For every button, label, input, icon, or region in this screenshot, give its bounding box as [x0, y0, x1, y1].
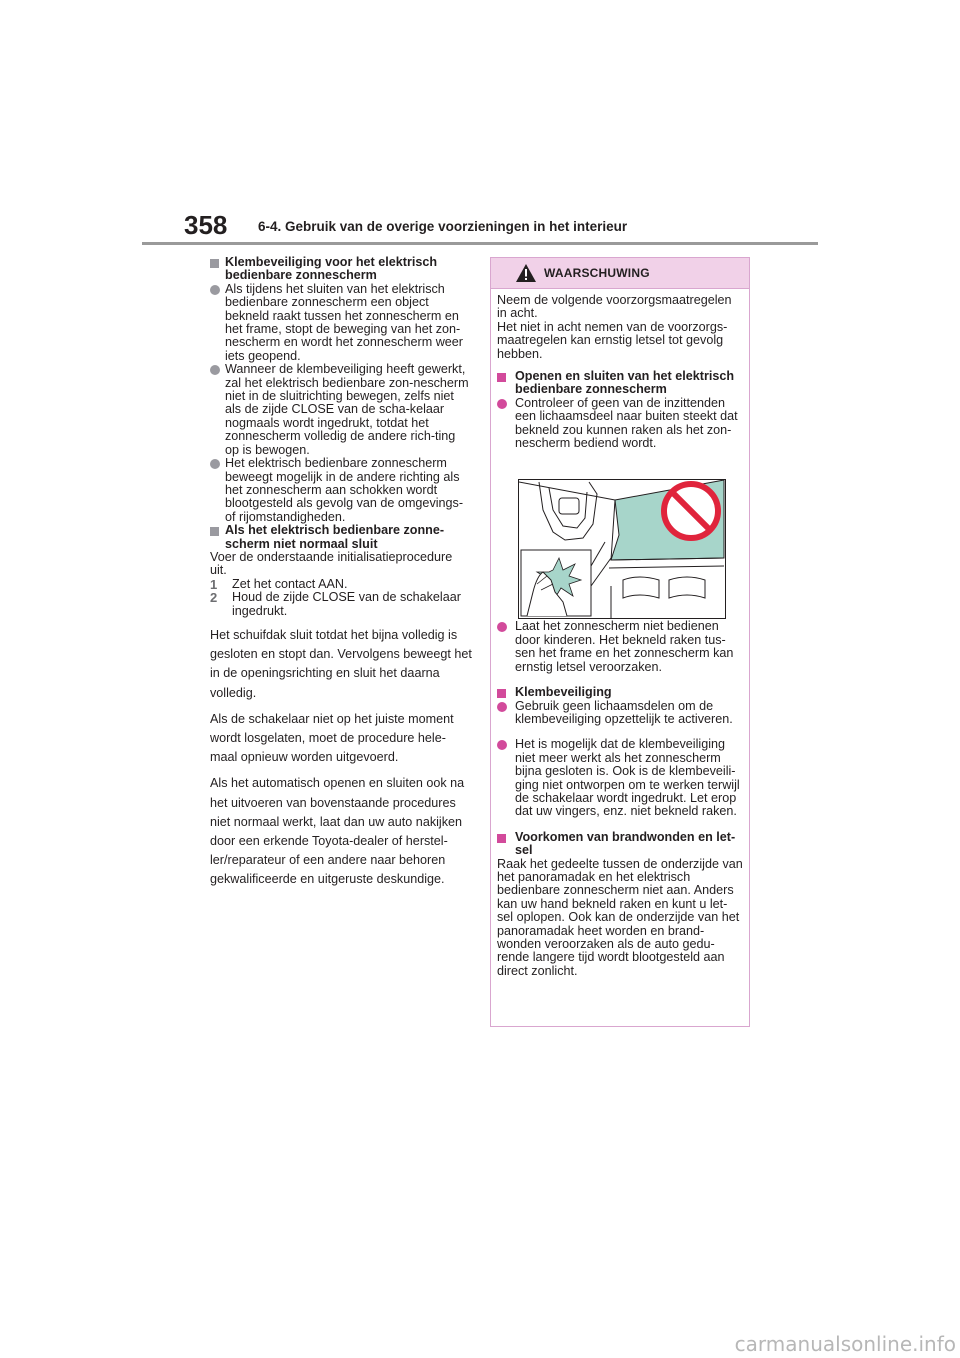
- warning-label: WAARSCHUWING: [544, 266, 650, 280]
- list-item: [497, 397, 743, 451]
- bullet-text: Wanneer de klembeveiliging heeft gewerkt, zal het elektrisch bedienbare zon-nescherm niet in de sluitrichting bewegen, zelfs niet als de zijde CLOSE van de scha-kelaar nogmaals wordt ingedrukt, totdat het zonnescherm volledig de andere rich-ting op is bewogen.: [225, 362, 469, 457]
- warning-triangle-icon: [515, 263, 537, 283]
- list-item: [497, 738, 743, 818]
- list-item: [210, 363, 472, 457]
- round-bullet-icon: [497, 399, 507, 409]
- bullet-text: Het elektrisch bedienbare zonnescherm beweegt mogelijk in de andere richting als het zonnescherm aan schokken wordt blootgesteld als gevolg van de omgevings-of rijomstandigheden.: [225, 456, 464, 524]
- bullet-text: Controleer of geen van de inzittenden een lichaamsdeel naar buiten steekt dat bekneld zou kunnen raken als het zon-nescherm bediend wordt.: [515, 395, 738, 451]
- sunshade-illustration: [518, 479, 726, 619]
- round-bullet-icon: [210, 459, 220, 469]
- step-number: 2: [210, 590, 218, 606]
- bullet-text: Gebruik geen lichaamsdelen om de klembeveiliging opzettelijk te activeren.: [515, 698, 733, 726]
- paragraph: Als de schakelaar niet op het juiste moment wordt losgelaten, moet de procedure hele-maal opnieuw worden uitgevoerd.: [210, 711, 454, 765]
- watermark: carmanualsonline.info: [734, 1332, 956, 1356]
- list-item: [210, 457, 472, 524]
- heading-klembeveiliging: Klembeveiliging voor het elektrisch bedienbare zonnescherm: [210, 256, 472, 283]
- step-text: Zet het contact AAN.: [232, 576, 348, 591]
- step-1: [210, 578, 472, 591]
- round-bullet-icon: [497, 740, 507, 750]
- warning-heading-openen: Openen en sluiten van het elektrisch bedienbare zonnescherm: [497, 370, 743, 397]
- list-item: [497, 620, 743, 674]
- warning-intro: Neem de volgende voorzorgsmaatregelen in acht. Het niet in acht nemen van de voorzorgs-maatregelen kan ernstig letsel tot gevolg hebben.: [497, 293, 732, 361]
- bullet-text: Als tijdens het sluiten van het elektrisch bedienbare zonnescherm een object bekneld raakt tussen het zonnescherm en het frame, stopt de beweging van het zon-nescherm en wordt het zonnescherm weer iets geopend.: [225, 281, 463, 363]
- round-bullet-icon: [497, 622, 507, 632]
- left-column: [210, 256, 472, 897]
- list-item: [210, 283, 472, 363]
- paragraph: Voer de onderstaande initialisatieprocedure uit.: [210, 549, 453, 578]
- step-number: 1: [210, 576, 218, 592]
- bullet-text: Het is mogelijk dat de klembeveiliging niet meer werkt als het zonnescherm bijna gesloten is. Ook is de klembeveili-ging niet ontworpen om te werken terwijl de schakelaar wordt ingedrukt. Let erop dat uw vingers, enz. niet bekneld raken.: [515, 737, 740, 819]
- paragraph: Als het automatisch openen en sluiten ook na het uitvoeren van bovenstaande procedures niet normaal werkt, laat dan uw auto nakijken door een erkende Toyota-dealer of herstel-ler/reparateur of een andere naar behoren gekwalificeerde en uitgeruste deskundige.: [210, 776, 465, 887]
- bullet-text: Laat het zonnescherm niet bedienen door kinderen. Het bekneld raken tus-sen het frame en het zonnescherm kan ernstig letsel veroorzaken.: [515, 619, 734, 674]
- round-bullet-icon: [497, 702, 507, 712]
- heading-niet-normaal-sluit: Als het elektrisch bedienbare zonne-scherm niet normaal sluit: [210, 524, 472, 551]
- step-text: Houd de zijde CLOSE van de schakelaar ingedrukt.: [232, 590, 461, 618]
- list-item: [497, 700, 743, 727]
- prohibition-icon: [664, 484, 718, 538]
- warning-paragraph: Raak het gedeelte tussen de onderzijde van het panoramadak en het elektrisch bedienbare zonnescherm niet aan. Anders kan uw hand bekneld raken en kunt u let-sel oplopen. Ook kan de onderzijde van het panoramadak heet worden en brand-wonden veroorzaken als de auto gedu-rende langere tijd wordt blootgesteld aan direct zonlicht.: [497, 856, 743, 978]
- warning-heading-klembeveiliging: Klembeveiliging: [497, 686, 743, 699]
- warning-header: [491, 258, 749, 289]
- paragraph: Het schuifdak sluit totdat het bijna volledig is gesloten en stopt dan. Vervolgens beweegt het in de openingsrichting en sluit het daarna volledig.: [210, 627, 472, 700]
- round-bullet-icon: [210, 285, 220, 295]
- warning-heading-brandwonden: Voorkomen van brandwonden en let-sel: [497, 831, 743, 858]
- round-bullet-icon: [210, 365, 220, 375]
- section-title: 6-4. Gebruik van de overige voorzieningen in het interieur: [258, 219, 628, 234]
- header-rule: [142, 242, 818, 245]
- warning-box: [490, 257, 750, 1027]
- page-number: 358: [184, 210, 228, 240]
- step-2: [210, 591, 472, 618]
